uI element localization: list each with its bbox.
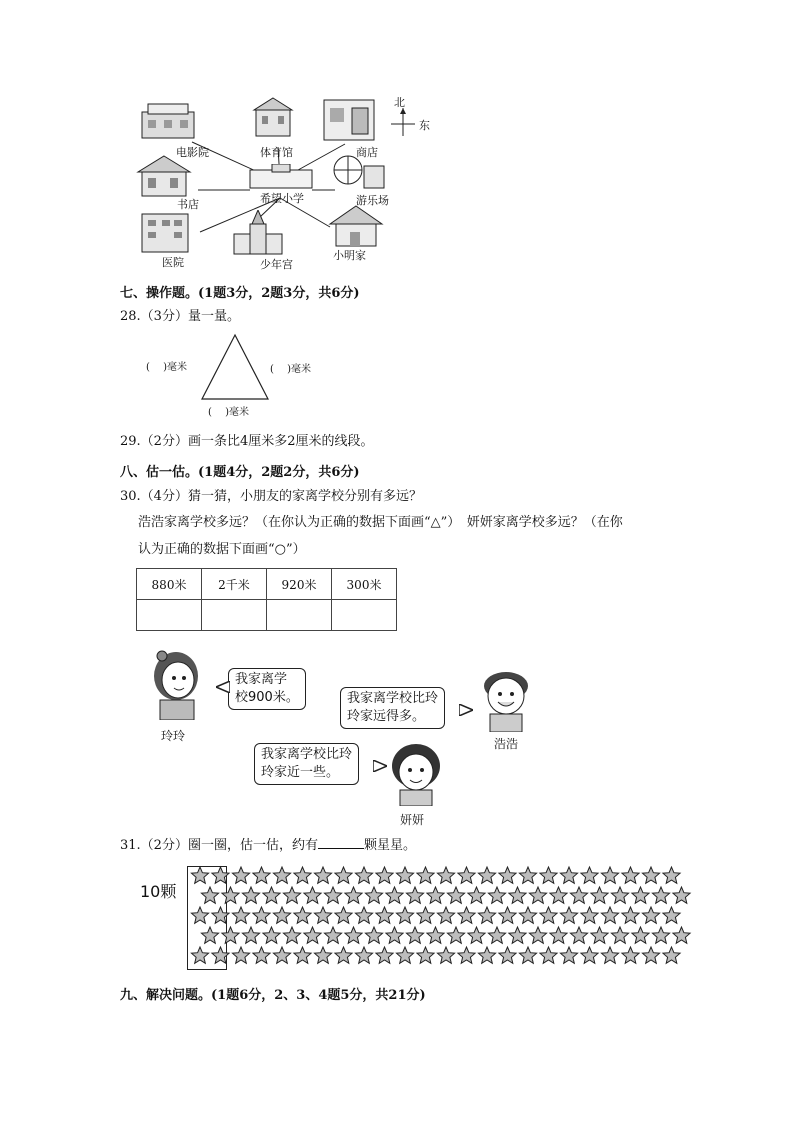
star-icon (376, 867, 393, 883)
map-label-gym: 体育馆 (260, 146, 293, 159)
star-icon (499, 947, 516, 963)
question-31-text-after: 颗星星。 (363, 838, 416, 853)
triangle-left-label: ( )毫米 (146, 362, 187, 373)
star-icon (540, 867, 557, 883)
question-30-text: 30.（4分）猜一猜，小朋友的家离学校分别有多远？ (120, 489, 422, 504)
haohao-boy-illustration (478, 668, 534, 732)
star-icon (437, 867, 454, 883)
star-icon (529, 887, 546, 903)
star-icon (355, 907, 372, 923)
star-icon (386, 927, 403, 943)
question-30-instruction-line1: 浩浩家离学校多远？（在你认为正确的数据下面画“△”） 妍妍家离学校多远？（在你 (138, 515, 623, 530)
bubble-tail (459, 704, 473, 716)
star-icon (529, 927, 546, 943)
star-icon (499, 867, 516, 883)
star-icon (622, 947, 639, 963)
answer-cell[interactable] (332, 600, 397, 631)
hospital-building (138, 210, 192, 258)
school-map (130, 92, 450, 272)
star-icon (509, 927, 526, 943)
star-icon (437, 947, 454, 963)
star-icon (294, 867, 311, 883)
map-label-hospital: 医院 (162, 256, 184, 269)
star-icon (314, 867, 331, 883)
star-icon (642, 907, 659, 923)
star-icon (345, 887, 362, 903)
star-icon (447, 887, 464, 903)
star-icon (304, 887, 321, 903)
star-icon (673, 927, 690, 943)
star-icon (376, 907, 393, 923)
star-icon (294, 907, 311, 923)
table-row (137, 569, 397, 600)
star-icon (488, 887, 505, 903)
star-icon (509, 887, 526, 903)
star-icon (191, 867, 208, 883)
table-header-cell: 880米 (137, 569, 202, 600)
name-yanyan: 妍妍 (400, 813, 425, 827)
question-31-text (120, 836, 416, 855)
star-icon (222, 927, 239, 943)
star-icon (386, 887, 403, 903)
star-icon (591, 887, 608, 903)
distance-table (136, 568, 397, 631)
star-icon (324, 927, 341, 943)
star-icon (478, 867, 495, 883)
speech-bubble-yanyan (254, 743, 359, 785)
star-icon (212, 947, 229, 963)
star-icon (273, 947, 290, 963)
name-haohao: 浩浩 (494, 737, 519, 751)
star-icon (417, 867, 434, 883)
star-icon (191, 907, 208, 923)
star-icon (622, 907, 639, 923)
lingling-girl-illustration (146, 648, 206, 720)
star-icon (560, 907, 577, 923)
star-icon (540, 947, 557, 963)
star-icon (427, 887, 444, 903)
star-icon (550, 887, 567, 903)
question-31-text-before: 31.（2分）圈一圈，估一估，约有 (120, 838, 318, 853)
star-icon (396, 947, 413, 963)
triangle-bottom-label: ( )毫米 (208, 407, 249, 418)
star-icon (314, 947, 331, 963)
triangle-right-label: ( )毫米 (270, 364, 311, 375)
star-icon (232, 947, 249, 963)
star-icon (458, 947, 475, 963)
map-label-school: 希望小学 (260, 192, 304, 205)
star-icon (263, 927, 280, 943)
star-icon (673, 887, 690, 903)
star-icon (540, 907, 557, 923)
table-row (137, 600, 397, 631)
star-icon (212, 907, 229, 923)
star-icon (550, 927, 567, 943)
speech-bubble-lingling (228, 668, 306, 710)
star-icon (611, 927, 628, 943)
answer-cell[interactable] (202, 600, 267, 631)
star-icon (294, 947, 311, 963)
compass-east-label: 东 (419, 119, 430, 132)
star-icon (253, 867, 270, 883)
star-icon (622, 867, 639, 883)
star-icon (335, 907, 352, 923)
bubble-line: 玲家远得多。 (347, 709, 426, 724)
star-icon (499, 907, 516, 923)
star-icon (601, 947, 618, 963)
star-icon (652, 927, 669, 943)
star-icon (560, 947, 577, 963)
compass-north-label: 北 (394, 96, 405, 109)
star-icon (447, 927, 464, 943)
xiaoming-home-building (328, 204, 384, 252)
star-icon (365, 927, 382, 943)
compass-icon (391, 108, 415, 138)
yanyan-girl-illustration (386, 740, 446, 806)
bubble-line: 玲家近一些。 (261, 765, 340, 780)
star-icon (611, 887, 628, 903)
star-icon (468, 927, 485, 943)
star-icon (283, 927, 300, 943)
star-icon (468, 887, 485, 903)
star-icon (232, 867, 249, 883)
star-icon (324, 887, 341, 903)
shop-building (322, 98, 378, 146)
star-icon (570, 887, 587, 903)
answer-cell[interactable] (267, 600, 332, 631)
star-icon (242, 887, 259, 903)
star-icon (632, 887, 649, 903)
star-icon (242, 927, 259, 943)
star-icon (437, 907, 454, 923)
star-icon (273, 907, 290, 923)
map-label-park: 游乐场 (356, 194, 389, 207)
star-icon (304, 927, 321, 943)
star-icon (478, 947, 495, 963)
star-icon (581, 947, 598, 963)
speech-bubble-haohao (340, 687, 445, 729)
star-icon (365, 887, 382, 903)
bubble-tail (216, 681, 230, 693)
gym-building (248, 96, 298, 142)
name-lingling: 玲玲 (161, 729, 186, 743)
question-29-text: 29.（2分）画一条比4厘米多2厘米的线段。 (120, 434, 374, 449)
star-icon (396, 907, 413, 923)
bubble-line: 校900米。 (235, 690, 299, 705)
star-icon (345, 927, 362, 943)
star-icon (314, 907, 331, 923)
bubble-line: 我家离学校比玲 (347, 691, 439, 706)
star-icon (642, 947, 659, 963)
star-icon (601, 867, 618, 883)
map-label-cinema: 电影院 (176, 146, 209, 159)
star-icon (663, 907, 680, 923)
star-icon (519, 947, 536, 963)
triangle-figure (200, 333, 280, 403)
section-9-heading: 九、解决问题。(1题6分，2、3、4题5分，共21分) (120, 988, 426, 1003)
section-7-heading: 七、操作题。(1题3分，2题3分，共6分) (120, 286, 360, 301)
star-icon (396, 867, 413, 883)
section-8-heading: 八、估一估。(1题4分，2题2分，共6分) (120, 465, 360, 480)
star-icon (253, 947, 270, 963)
star-icon (581, 867, 598, 883)
star-icon (458, 907, 475, 923)
question-28-text: 28.（3分）量一量。 (120, 309, 240, 324)
map-label-bookstore: 书店 (177, 198, 199, 211)
star-icon (591, 927, 608, 943)
bubble-line: 我家离学 (235, 672, 288, 687)
star-icon (570, 927, 587, 943)
star-icon (335, 867, 352, 883)
star-icon (201, 887, 218, 903)
map-label-shop: 商店 (356, 146, 378, 159)
star-icon (417, 907, 434, 923)
star-icon (458, 867, 475, 883)
star-icon (581, 907, 598, 923)
star-icon (222, 887, 239, 903)
table-header-cell: 920米 (267, 569, 332, 600)
star-icon (478, 907, 495, 923)
school-building (248, 164, 314, 194)
bubble-tail (373, 760, 387, 772)
star-icon (406, 887, 423, 903)
star-icon (663, 867, 680, 883)
star-icon (406, 927, 423, 943)
star-icon (519, 867, 536, 883)
question-30-instruction-line2: 认为正确的数据下面画“○”） (138, 542, 306, 557)
map-label-xiaoming: 小明家 (333, 249, 366, 262)
cinema-building (138, 102, 198, 144)
star-icon (283, 887, 300, 903)
bookstore-building (136, 154, 192, 202)
star-icon (212, 867, 229, 883)
palace-building (230, 210, 286, 260)
map-label-palace: 少年宫 (260, 258, 293, 271)
ten-stars-label: 10颗 (140, 882, 177, 901)
star-icon (253, 907, 270, 923)
star-icon (601, 907, 618, 923)
star-icon (427, 927, 444, 943)
star-icon (560, 867, 577, 883)
star-icon (355, 867, 372, 883)
star-icon (417, 947, 434, 963)
star-icon (376, 947, 393, 963)
table-header-cell: 2千米 (202, 569, 267, 600)
star-icon (642, 867, 659, 883)
park-building (330, 152, 386, 196)
star-icon (335, 947, 352, 963)
star-icon (201, 927, 218, 943)
star-icon (652, 887, 669, 903)
star-icon (488, 927, 505, 943)
table-header-cell: 300米 (332, 569, 397, 600)
answer-blank[interactable] (318, 836, 364, 849)
star-icon (632, 927, 649, 943)
star-icon (519, 907, 536, 923)
star-icon (355, 947, 372, 963)
bubble-line: 我家离学校比玲 (261, 747, 353, 762)
star-icon (232, 907, 249, 923)
star-icon (663, 947, 680, 963)
stars-field (186, 862, 696, 972)
star-icon (191, 947, 208, 963)
answer-cell[interactable] (137, 600, 202, 631)
star-icon (273, 867, 290, 883)
star-icon (263, 887, 280, 903)
